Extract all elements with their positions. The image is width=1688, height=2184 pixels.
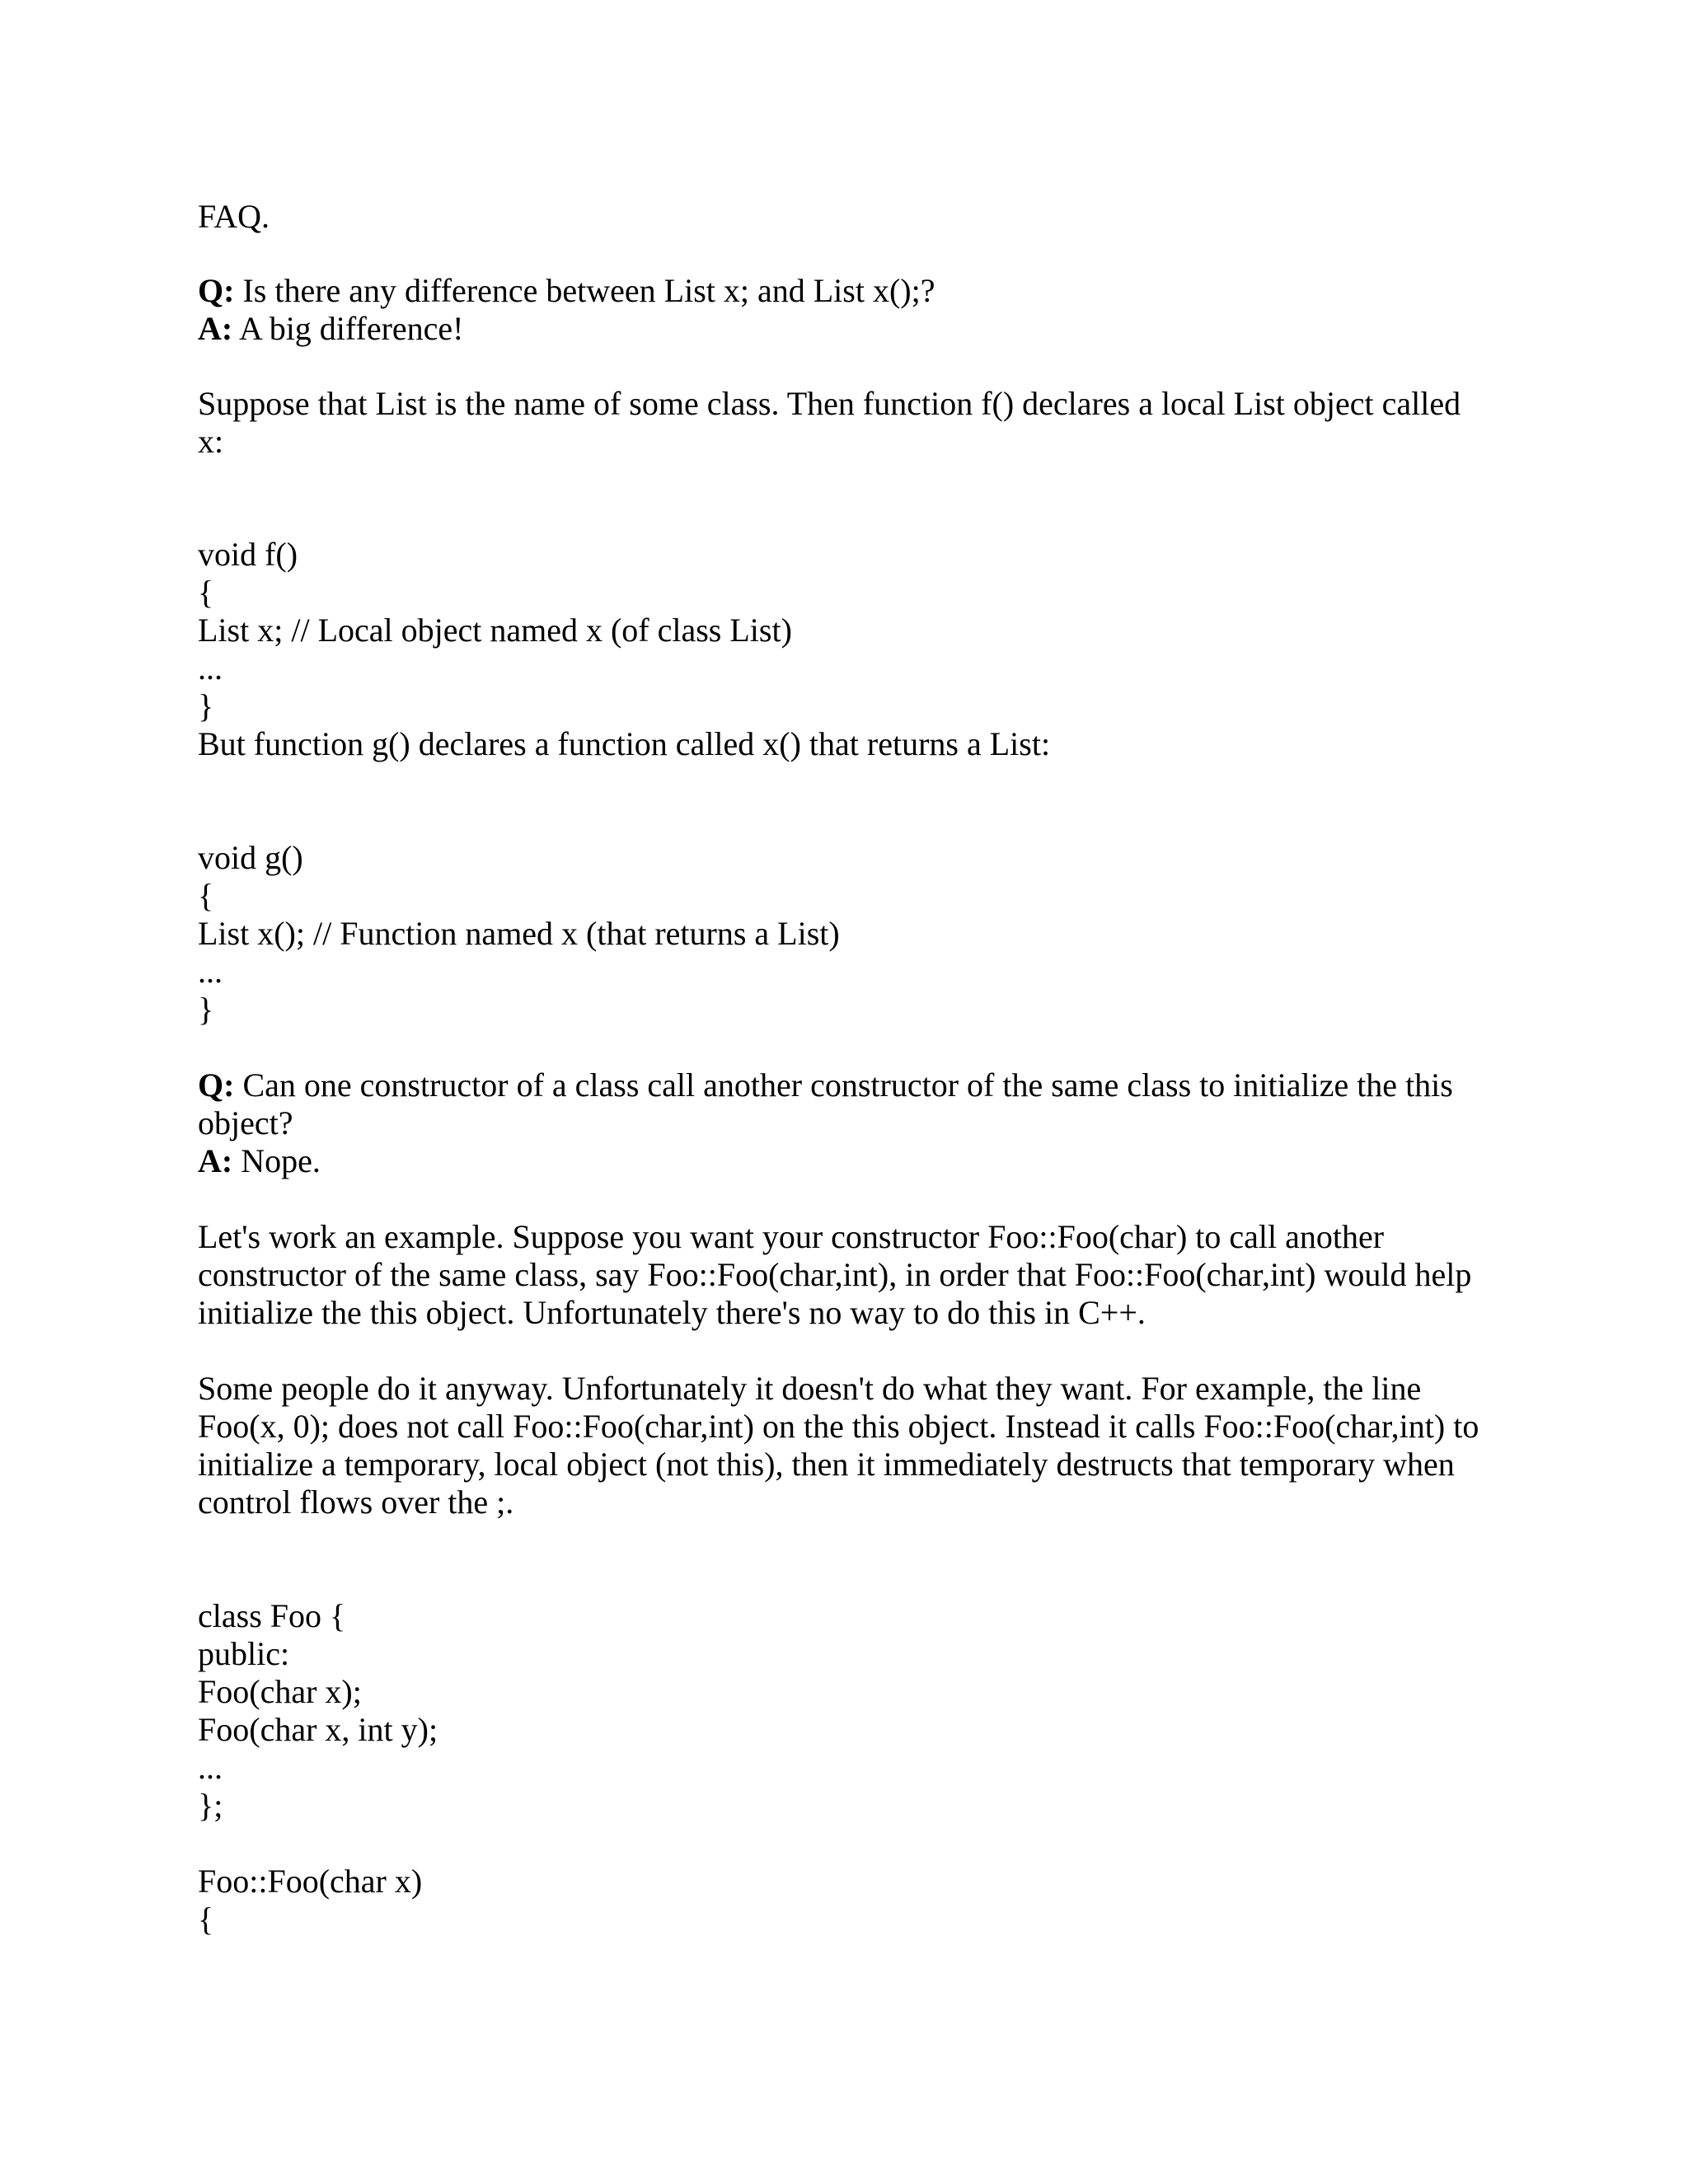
code-line: ...: [198, 1749, 223, 1786]
q-label: Q:: [198, 1066, 235, 1104]
answer-2: [198, 1142, 321, 1180]
code-line: }: [198, 687, 214, 724]
code-line: {: [198, 1900, 214, 1938]
code-line: List x(); // Function named x (that returns a List): [198, 915, 840, 952]
code-line: ...: [198, 649, 223, 687]
q-text: Can one constructor of a class call another constructor of the same class to initialize the this: [234, 1066, 1453, 1104]
code-line: void g(): [198, 839, 303, 876]
question-1: [198, 272, 935, 310]
code-line: List x; // Local object named x (of class List): [198, 612, 792, 649]
paragraph-line: Foo(x, 0); does not call Foo::Foo(char,int) on the this object. Instead it calls Foo::Foo(char,int) to: [198, 1408, 1479, 1445]
paragraph-line: initialize the this object. Unfortunately there's no way to do this in C++.: [198, 1294, 1146, 1331]
paragraph-line: Suppose that List is the name of some class. Then function f() declares a local List object called: [198, 385, 1461, 422]
a-label: A:: [198, 310, 233, 347]
question-2: [198, 1066, 1453, 1104]
code-line: void f(): [198, 536, 298, 573]
paragraph-line: constructor of the same class, say Foo::Foo(char,int), in order that Foo::Foo(char,int) would help: [198, 1256, 1472, 1293]
code-line: {: [198, 877, 214, 914]
a-text: A big difference!: [232, 310, 464, 347]
answer-1: [198, 310, 464, 348]
code-line: }: [198, 991, 214, 1028]
a-label: A:: [198, 1142, 233, 1179]
q-label: Q:: [198, 272, 235, 309]
code-line: Foo(char x);: [198, 1673, 362, 1710]
a-text: Nope.: [232, 1142, 321, 1179]
question-2-continued: object?: [198, 1104, 293, 1141]
code-line: };: [198, 1787, 223, 1824]
doc-title: FAQ.: [198, 198, 270, 235]
code-line: class Foo {: [198, 1597, 346, 1634]
paragraph-line: initialize a temporary, local object (not this), then it immediately destructs that temporary when: [198, 1446, 1455, 1483]
paragraph-line: Some people do it anyway. Unfortunately it doesn't do what they want. For example, the line: [198, 1370, 1422, 1407]
code-line: ...: [198, 953, 223, 990]
q-text: Is there any difference between List x; and List x();?: [234, 272, 935, 309]
paragraph-line: x:: [198, 423, 224, 460]
code-line: Foo::Foo(char x): [198, 1863, 423, 1900]
paragraph-line: control flows over the ;.: [198, 1483, 514, 1521]
paragraph-line: Let's work an example. Suppose you want your constructor Foo::Foo(char) to call another: [198, 1218, 1385, 1255]
code-line: {: [198, 574, 214, 611]
code-line: public:: [198, 1635, 290, 1672]
paragraph-line: But function g() declares a function called x() that returns a List:: [198, 725, 1051, 762]
code-line: Foo(char x, int y);: [198, 1711, 438, 1748]
